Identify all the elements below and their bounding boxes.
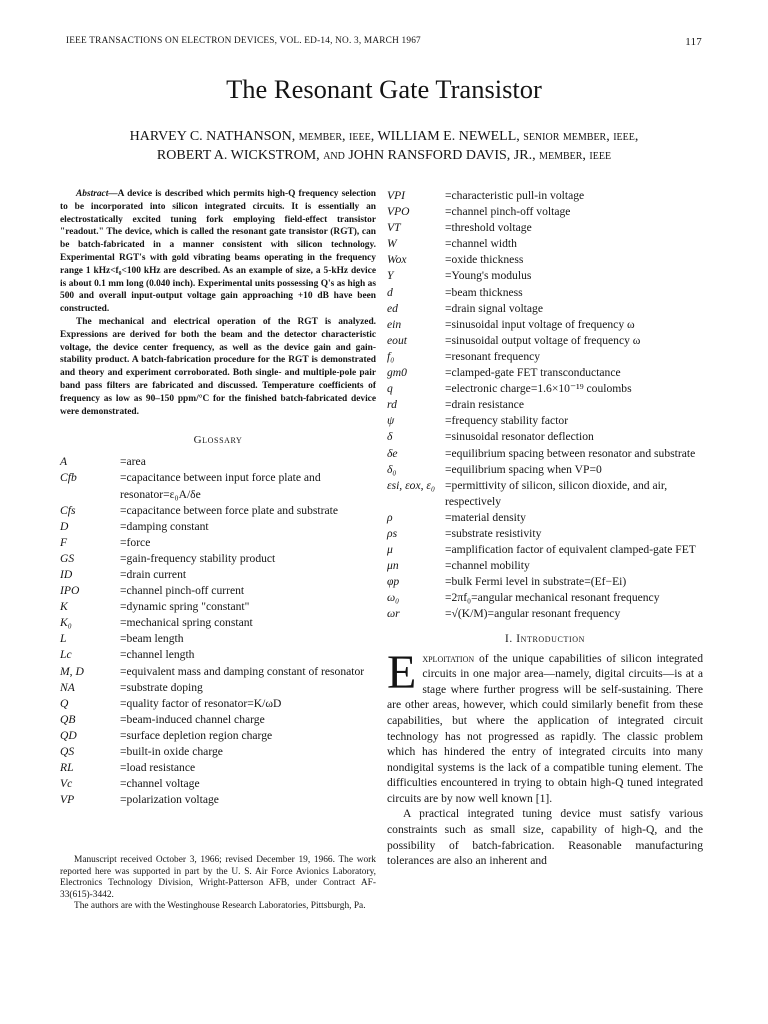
glossary-entry <box>60 712 376 728</box>
glossary-definition: =amplification factor of equivalent clamped-gate FET <box>445 543 696 557</box>
glossary-list-left <box>60 454 376 808</box>
glossary-symbol: εsi, εox, ε₀ <box>387 478 436 492</box>
glossary-symbol: Cfb <box>60 471 77 485</box>
glossary-definition: =channel pinch-off current <box>120 584 245 598</box>
author-line-2 <box>0 146 768 165</box>
glossary-symbol: gm0 <box>387 366 407 380</box>
glossary-symbol: IPO <box>60 584 80 598</box>
glossary-entry <box>387 558 703 574</box>
glossary-symbol: M, D <box>60 664 84 678</box>
author-grade-1: member, ieee, <box>298 129 375 144</box>
glossary-symbol: f₀ <box>387 349 395 363</box>
abstract <box>60 188 376 418</box>
glossary-symbol: d <box>387 285 393 299</box>
glossary-definition: =√(K/M)=angular resonant frequency <box>445 607 621 621</box>
glossary-entry <box>60 567 376 583</box>
glossary-entry <box>60 760 376 776</box>
glossary-entry <box>60 470 376 502</box>
glossary-definition: =frequency stability factor <box>445 414 569 428</box>
intro-paragraph-2: A practical integrated tuning device must satisfy various constraints such as small size, capability of high-Q, and the possibility of batch-fabrication. Reasonable manufacturing tolerances are also an inherent and <box>387 807 703 868</box>
author-wickstrom: ROBERT A. WICKSTROM, <box>156 148 320 163</box>
glossary-symbol: δe <box>387 446 398 460</box>
glossary-definition: =load resistance <box>120 761 196 775</box>
glossary-definition: =permittivity of silicon, silicon dioxide, and air, respectively <box>445 478 668 508</box>
paper-title: The Resonant Gate Transistor <box>226 74 542 104</box>
glossary-definition: =capacitance between force plate and substrate <box>120 503 339 517</box>
abstract-paragraph-1 <box>60 188 376 316</box>
footnote <box>60 855 376 913</box>
glossary-definition: =2πf₀=angular mechanical resonant frequency <box>445 591 660 605</box>
glossary-symbol: A <box>60 455 68 469</box>
glossary-symbol: QS <box>60 745 75 759</box>
intro-first-word: xploitation <box>422 651 475 665</box>
glossary-symbol: Cfs <box>60 503 76 517</box>
glossary-entry <box>387 268 703 284</box>
author-grade-3: member, ieee <box>539 148 612 163</box>
author-conjunction: and <box>323 148 345 163</box>
intro-paragraph-1 <box>387 645 703 807</box>
glossary-symbol: F <box>60 535 68 549</box>
glossary-definition: =mechanical spring constant <box>120 616 253 630</box>
glossary-entry <box>387 478 703 510</box>
glossary-symbol: q <box>387 382 393 396</box>
glossary-definition: =material density <box>445 510 526 524</box>
glossary-symbol: δ₀ <box>387 462 397 476</box>
glossary-definition: =substrate doping <box>120 680 203 694</box>
glossary-symbol: K₀ <box>60 616 72 630</box>
author-newell: WILLIAM E. NEWELL, <box>377 129 520 144</box>
abstract-paragraph-2: The mechanical and electrical operation of the RGT is analyzed. Expressions are derived for both the beam and the detector characteristic voltage, the device center frequency, as well as the device gain and gain-stability product. A batch-fabrication procedure for the RGT is demonstrated and theory and experiment corroborated. Both single- and multiple-pole pair band pass filters are fabricated and discussed. Temperature coefficients of frequency as low as 90–150 ppm/°C for the finished batch-fabricated device were demonstrated. <box>60 316 376 417</box>
glossary-definition: =quality factor of resonator=K/ωD <box>120 696 282 710</box>
glossary-entry <box>387 220 703 236</box>
glossary-entry <box>60 680 376 696</box>
glossary-definition: =gain-frequency stability product <box>120 551 276 565</box>
glossary-entry <box>387 429 703 445</box>
glossary-entry <box>60 696 376 712</box>
glossary-definition: =resonant frequency <box>445 349 541 363</box>
glossary-symbol: VT <box>387 221 401 235</box>
glossary-entry <box>387 285 703 301</box>
author-davis: JOHN RANSFORD DAVIS, JR., <box>348 148 536 163</box>
glossary-entry <box>60 615 376 631</box>
author-nathanson: HARVEY C. NATHANSON, <box>129 129 296 144</box>
glossary-definition: =channel mobility <box>445 559 530 573</box>
glossary-entry <box>60 583 376 599</box>
glossary-entry <box>387 381 703 397</box>
author-grade-2: senior member, ieee, <box>523 129 639 144</box>
glossary-symbol: Q <box>60 696 69 710</box>
abstract-text-1: —A device is described which permits high-Q frequency selection to be incorporated into silicon integrated circuits. It is essentially an electrostatically excited tuning fork employing field-effect transistor "readout." The device, which is called the resonant gate transistor (RGT), can be batch-fabricated in a manner consistent with silicon technology. Experimental RGT's with gold vibrating beams operating in the frequency range 1 kHz<f₀<100 kHz are described. As an example of size, a 5-kHz device is about 0.1 mm long (0.040 inch). Experimental units possessing Q's as high as 500 and overall input-output voltage gain approaching +10 dB have been constructed. <box>60 189 376 315</box>
right-column <box>387 188 703 869</box>
glossary-definition: =clamped-gate FET transconductance <box>445 366 621 380</box>
glossary-symbol: GS <box>60 551 75 565</box>
glossary-entry <box>387 510 703 526</box>
glossary-symbol: Vc <box>60 777 73 791</box>
glossary-entry <box>60 503 376 519</box>
glossary-heading: Glossary <box>193 434 243 447</box>
page-number: 117 <box>685 36 702 48</box>
glossary-definition: =bulk Fermi level in substrate=(Ef−Ei) <box>445 575 627 589</box>
glossary-symbol: Lc <box>60 648 72 662</box>
glossary-definition: =Young's modulus <box>445 269 532 283</box>
glossary-definition: =sinusoidal output voltage of frequency ω <box>445 333 641 347</box>
glossary-entry <box>387 204 703 220</box>
glossary-symbol: D <box>60 519 69 533</box>
glossary-symbol: VP <box>60 793 75 807</box>
glossary-entry <box>387 188 703 204</box>
footnote-manuscript: Manuscript received October 3, 1966; revised December 19, 1966. The work reported here was supported in part by the U. S. Air Force Avionics Laboratory, Electronics Technology Division, Wright-Patterson AFB, under Contract AF-33(615)-3442. <box>60 855 376 900</box>
glossary-entry <box>60 744 376 760</box>
glossary-definition: =force <box>120 535 151 549</box>
glossary-symbol: Y <box>387 269 394 283</box>
glossary-definition: =damping constant <box>120 519 209 533</box>
glossary-symbol: μ <box>387 543 393 557</box>
glossary-definition: =beam-induced channel charge <box>120 712 265 726</box>
glossary-entry <box>387 365 703 381</box>
glossary-definition: =drain current <box>120 568 187 581</box>
glossary-definition: =built-in oxide charge <box>120 745 223 759</box>
glossary-definition: =channel pinch-off voltage <box>445 205 571 219</box>
glossary-entry <box>387 462 703 478</box>
glossary-definition: =channel voltage <box>120 777 200 791</box>
glossary-definition: =sinusoidal resonator deflection <box>445 430 594 444</box>
glossary-entry <box>387 446 703 462</box>
glossary-symbol: QD <box>60 728 77 742</box>
glossary-definition: =channel length <box>120 648 195 662</box>
glossary-definition: =surface depletion region charge <box>120 728 273 742</box>
glossary-symbol: VPO <box>387 205 410 219</box>
glossary-symbol: eout <box>387 333 407 347</box>
glossary-definition: =area <box>120 455 146 469</box>
glossary-definition: =substrate resistivity <box>445 526 542 540</box>
glossary-symbol: RL <box>60 761 74 775</box>
glossary-entry <box>60 519 376 535</box>
glossary-symbol: ρs <box>387 526 398 540</box>
glossary-list-right <box>387 188 703 623</box>
glossary-symbol: δ <box>387 430 393 444</box>
glossary-entry <box>60 776 376 792</box>
drop-cap: E <box>387 645 417 699</box>
journal-citation: IEEE TRANSACTIONS ON ELECTRON DEVICES, VOL. ED-14, NO. 3, MARCH 1967 <box>66 36 421 46</box>
glossary-definition: =beam thickness <box>445 285 523 299</box>
glossary-definition: =electronic charge=1.6×10⁻¹⁹ coulombs <box>445 382 632 396</box>
glossary-entry <box>387 317 703 333</box>
glossary-entry <box>387 590 703 606</box>
glossary-definition: =oxide thickness <box>445 253 524 267</box>
author-block <box>0 127 768 165</box>
glossary-definition: =polarization voltage <box>120 793 219 807</box>
glossary-symbol: ρ <box>387 510 393 524</box>
glossary-definition: =equilibrium spacing when VP=0 <box>445 462 602 476</box>
glossary-definition: =drain signal voltage <box>445 301 543 315</box>
glossary-entry <box>60 792 376 808</box>
glossary-symbol: rd <box>387 398 397 412</box>
glossary-definition: =characteristic pull-in voltage <box>445 189 585 202</box>
glossary-symbol: ω₀ <box>387 591 400 605</box>
glossary-definition: =dynamic spring "constant" <box>120 600 250 614</box>
glossary-symbol: φp <box>387 575 400 589</box>
glossary-definition: =capacitance between input force plate and resonator=ε₀A/δe <box>120 471 321 501</box>
glossary-symbol: NA <box>60 680 75 694</box>
abstract-lead: Abstract <box>76 189 109 199</box>
glossary-symbol: Wox <box>387 253 407 267</box>
glossary-entry <box>387 349 703 365</box>
glossary-symbol: VPI <box>387 189 406 202</box>
glossary-entry <box>60 551 376 567</box>
glossary-entry <box>60 599 376 615</box>
glossary-definition: =equivalent mass and damping constant of resonator <box>120 664 365 678</box>
section-heading-introduction: I. Introduction <box>505 632 585 645</box>
glossary-symbol: QB <box>60 712 76 726</box>
glossary-definition: =threshold voltage <box>445 221 532 235</box>
author-line-1 <box>0 127 768 146</box>
glossary-entry <box>60 631 376 647</box>
glossary-entry <box>387 574 703 590</box>
glossary-definition: =equilibrium spacing between resonator and substrate <box>445 446 696 460</box>
glossary-definition: =channel width <box>445 237 517 251</box>
glossary-symbol: μn <box>387 559 399 573</box>
glossary-entry <box>387 526 703 542</box>
glossary-entry <box>387 333 703 349</box>
glossary-entry <box>60 535 376 551</box>
glossary-entry <box>60 728 376 744</box>
glossary-entry <box>387 397 703 413</box>
glossary-symbol: L <box>60 632 67 646</box>
glossary-symbol: ID <box>60 568 73 581</box>
glossary-symbol: W <box>387 237 397 251</box>
glossary-entry <box>60 454 376 470</box>
glossary-entry <box>387 542 703 558</box>
glossary-symbol: K <box>60 600 68 614</box>
glossary-symbol: ωr <box>387 607 400 621</box>
glossary-entry <box>60 647 376 663</box>
glossary-entry <box>387 252 703 268</box>
glossary-entry <box>60 664 376 680</box>
glossary-symbol: ein <box>387 317 402 331</box>
glossary-symbol: ψ <box>387 414 395 428</box>
glossary-entry <box>387 236 703 252</box>
glossary-symbol: ed <box>387 301 398 315</box>
glossary-entry <box>387 301 703 317</box>
left-column <box>60 188 376 808</box>
running-head <box>66 36 702 50</box>
intro-text-1: of the unique capabilities of silicon integrated circuits in one major area—namely, digital circuits—is at a stage where further progress will be self-sustaining. There are other areas, however, which could similarly benefit from these capabilities, but where the application of integrated circuit technology has not progressed as rapidly. The classic problem which has hindered the entry of integrated circuits into many nondigital systems is the lack of a compatible tuning element. The difficulties encountered in trying to obtain high-Q tuned integrated circuits are by now well known [1]. <box>387 651 703 805</box>
glossary-entry <box>387 606 703 622</box>
footnote-affiliation: The authors are with the Westinghouse Research Laboratories, Pittsburgh, Pa. <box>74 901 366 912</box>
glossary-definition: =sinusoidal input voltage of frequency ω <box>445 317 635 331</box>
glossary-definition: =drain resistance <box>445 398 524 412</box>
glossary-entry <box>387 413 703 429</box>
glossary-definition: =beam length <box>120 632 184 646</box>
